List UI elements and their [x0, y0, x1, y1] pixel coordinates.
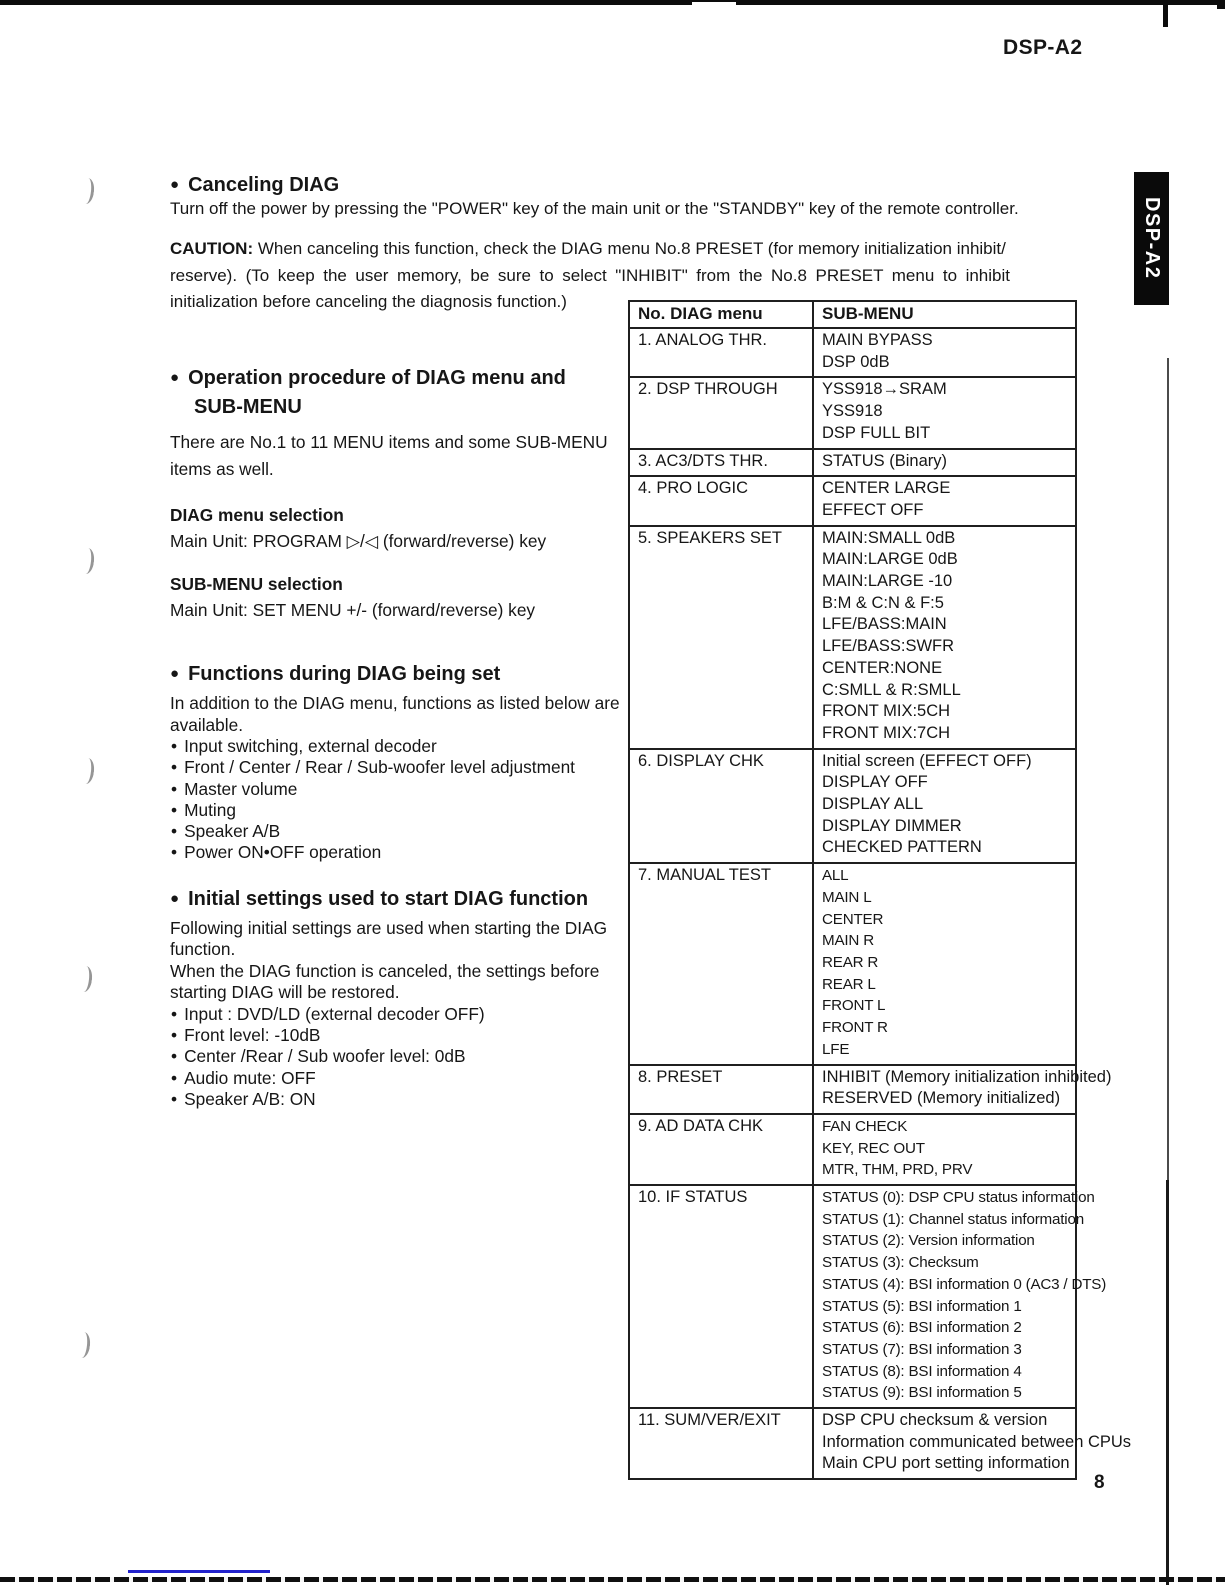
table-row [629, 377, 1076, 448]
scan-top-edge-notch [692, 2, 736, 5]
sub-menu-cell [813, 526, 1076, 749]
section-title: ● Initial settings used to start DIAG function [170, 887, 589, 910]
sub-menu-cell [813, 1065, 1112, 1114]
sub-menu-line: C:SMLL & R:SMLL [822, 680, 961, 699]
table-row [629, 476, 1076, 525]
left-column [170, 363, 628, 1110]
functions-list [170, 736, 628, 864]
section-marker-icon: ● [170, 665, 180, 682]
list-item: • Power ON•OFF operation [170, 842, 628, 863]
sub-menu-line: REAR R [822, 953, 879, 971]
table-header-row [629, 301, 1076, 328]
diag-menu-cell: 9. AD DATA CHK [629, 1114, 813, 1185]
diag-menu-selection-heading: DIAG menu selection [170, 505, 344, 525]
side-tab [1134, 172, 1169, 305]
sub-menu-line: DSP CPU checksum & version [822, 1411, 1048, 1430]
sub-menu-line: STATUS (Binary) [822, 451, 947, 470]
diag-menu-cell: 7. MANUAL TEST [629, 863, 813, 1064]
sub-menu-line: STATUS (2): Version information [822, 1232, 1035, 1250]
sub-menu-line: MTR, THM, PRD, PRV [822, 1161, 973, 1179]
diag-menu-selection-body: Main Unit: PROGRAM ▷/◁ (forward/reverse) key [170, 531, 547, 551]
scan-margin-mark [79, 177, 96, 204]
paragraph: There are No.1 to 11 MENU items and some SUB-MENU items as well. [170, 432, 608, 479]
sub-menu-line: STATUS (5): BSI information 1 [822, 1297, 1022, 1315]
section-initial-settings [170, 884, 628, 1110]
sub-menu-line: DSP 0dB [822, 352, 890, 371]
list-item: • Master volume [170, 779, 628, 800]
side-tab-label: DSP-A2 [1141, 197, 1163, 280]
scan-margin-mark [79, 547, 96, 574]
diag-menu-cell: 11. SUM/VER/EXIT [629, 1408, 813, 1479]
table-row [629, 449, 1076, 477]
table-row [629, 526, 1076, 749]
table-row [629, 749, 1076, 864]
sub-menu-line: CENTER:NONE [822, 658, 943, 677]
sub-menu-line: MAIN:LARGE 0dB [822, 550, 958, 569]
sub-menu-line: Information communicated between CPUs [822, 1432, 1132, 1451]
sub-menu-line: FAN CHECK [822, 1117, 908, 1135]
sub-menu-line: STATUS (9): BSI information 5 [822, 1384, 1022, 1402]
sub-menu-line: B:M & C:N & F:5 [822, 593, 944, 612]
sub-menu-line: CHECKED PATTERN [822, 838, 982, 857]
sub-menu-line: Main CPU port setting information [822, 1454, 1070, 1473]
column-header-no-diag-menu: No. DIAG menu [629, 301, 813, 328]
caution-line: initialization before canceling the diagnosis function.) [170, 292, 567, 311]
diag-menu-cell: 3. AC3/DTS THR. [629, 449, 813, 477]
list-item: • Front / Center / Rear / Sub-woofer level adjustment [170, 757, 628, 778]
section-canceling-diag [170, 170, 339, 200]
page-number: 8 [1094, 1472, 1105, 1493]
sub-menu-line: STATUS (6): BSI information 2 [822, 1319, 1022, 1337]
caution-line: reserve). (To keep the user memory, be sure to select "INHIBIT" from the No.8 PRESET menu to inhibit [170, 265, 1010, 285]
sub-menu-line: CENTER [822, 910, 884, 928]
sub-menu-line: KEY, REC OUT [822, 1139, 925, 1157]
table-row [629, 1065, 1076, 1114]
paragraph: Following initial settings are used when starting the DIAG function. [170, 917, 608, 960]
sub-menu-cell [813, 1408, 1132, 1479]
diag-menu-cell: 1. ANALOG THR. [629, 328, 813, 377]
diag-menu-cell: 8. PRESET [629, 1065, 813, 1114]
column-header-sub-menu: SUB-MENU [813, 301, 1076, 328]
scan-margin-mark [79, 757, 96, 784]
sub-menu-line: FRONT MIX:7CH [822, 723, 951, 742]
scan-corner-line [1163, 0, 1168, 27]
scan-bottom-edge [0, 1577, 1225, 1582]
sub-menu-line: STATUS (4): BSI information 0 (AC3 / DTS) [822, 1275, 1107, 1293]
list-item: • Muting [170, 800, 628, 821]
sub-menu-line: YSS918→SRAM [822, 380, 947, 399]
section-marker-icon: ● [170, 176, 180, 193]
sub-menu-line: STATUS (1): Channel status information [822, 1210, 1084, 1228]
section-title: ● Canceling DIAG [170, 174, 340, 196]
section-operation-procedure [170, 363, 628, 621]
sub-menu-line: MAIN L [822, 888, 872, 906]
scan-top-edge [0, 0, 1225, 5]
sub-menu-line: DISPLAY DIMMER [822, 816, 962, 835]
sub-menu-line: FRONT R [822, 1019, 888, 1037]
sub-menu-line: FRONT MIX:5CH [822, 702, 951, 721]
sub-menu-cell [813, 476, 1076, 525]
list-item: • Speaker A/B: ON [170, 1089, 628, 1110]
sub-menu-line: ALL [822, 867, 849, 885]
sub-menu-line: REAR L [822, 975, 876, 993]
section-marker-icon: ● [170, 369, 180, 386]
sub-menu-line: DISPLAY ALL [822, 795, 924, 814]
section-marker-icon: ● [170, 889, 180, 907]
table-row [629, 1114, 1076, 1185]
sub-menu-line: STATUS (7): BSI information 3 [822, 1340, 1022, 1358]
section-title: ● Operation procedure of DIAG menu and SUB-MENU [170, 367, 566, 418]
sub-menu-cell [813, 449, 1076, 477]
submenu-selection-heading: SUB-MENU selection [170, 574, 343, 594]
list-item: • Speaker A/B [170, 821, 628, 842]
paragraph: In addition to the DIAG menu, functions as listed below are available. [170, 693, 620, 735]
scan-corner-bit [1217, 0, 1225, 9]
sub-menu-line: DSP FULL BIT [822, 423, 931, 442]
sub-menu-line: Initial screen (EFFECT OFF) [822, 751, 1032, 770]
sub-menu-line: FRONT L [822, 997, 886, 1015]
list-item: • Input : DVD/LD (external decoder OFF) [170, 1004, 628, 1025]
section-functions-during-diag [170, 659, 628, 864]
diag-menu-cell: 10. IF STATUS [629, 1185, 813, 1408]
sub-menu-line: DISPLAY OFF [822, 773, 928, 792]
sub-menu-cell [813, 1185, 1107, 1408]
scan-margin-mark [77, 965, 94, 992]
scan-margin-mark [75, 1331, 92, 1358]
caution-line: CAUTION: When canceling this function, check the DIAG menu No.8 PRESET (for memory initialization inhibit/ [170, 239, 1006, 258]
paragraph: When the DIAG function is canceled, the settings before starting DIAG will be restored. [170, 960, 600, 1003]
sub-menu-line: STATUS (0): DSP CPU status information [822, 1189, 1095, 1207]
sub-menu-line: STATUS (8): BSI information 4 [822, 1362, 1022, 1380]
list-item: • Front level: -10dB [170, 1025, 628, 1046]
list-item: • Audio mute: OFF [170, 1068, 628, 1089]
footer-blue-line [128, 1570, 270, 1573]
sub-menu-cell [813, 1114, 1076, 1185]
sub-menu-line: INHIBIT (Memory initialization inhibited) [822, 1067, 1112, 1086]
sub-menu-line: MAIN:LARGE -10 [822, 572, 953, 591]
canceling-paragraph: Turn off the power by pressing the "POWER" key of the main unit or the "STANDBY" key of the remote controller. [170, 199, 1019, 218]
model-header: DSP-A2 [1003, 36, 1083, 59]
sub-menu-line: CENTER LARGE [822, 479, 951, 498]
sub-menu-line: LFE/BASS:SWFR [822, 637, 955, 656]
sub-menu-line: MAIN BYPASS [822, 331, 933, 349]
table-row [629, 863, 1076, 1064]
sub-menu-line: EFFECT OFF [822, 500, 924, 519]
diag-menu-cell: 2. DSP THROUGH [629, 377, 813, 448]
submenu-selection-body: Main Unit: SET MENU +/- (forward/reverse) key [170, 600, 536, 620]
sub-menu-line: RESERVED (Memory initialized) [822, 1089, 1061, 1108]
list-item: • Input switching, external decoder [170, 736, 628, 757]
sub-menu-line: LFE [822, 1040, 850, 1058]
table-row [629, 1185, 1076, 1408]
caution-label: CAUTION: [170, 239, 254, 258]
section-title: ● Functions during DIAG being set [170, 663, 501, 685]
sub-menu-cell [813, 328, 1076, 377]
initial-settings-list [170, 1004, 628, 1110]
diag-menu-cell: 6. DISPLAY CHK [629, 749, 813, 864]
table-row [629, 328, 1076, 377]
table-row [629, 1408, 1076, 1479]
sub-menu-line: MAIN R [822, 932, 874, 950]
sub-menu-line: LFE/BASS:MAIN [822, 615, 947, 634]
sub-menu-line: STATUS (3): Checksum [822, 1254, 979, 1272]
sub-menu-cell [813, 377, 1076, 448]
sub-menu-cell [813, 863, 1076, 1064]
diag-menu-cell: 5. SPEAKERS SET [629, 526, 813, 749]
sub-menu-cell [813, 749, 1076, 864]
diag-menu-cell: 4. PRO LOGIC [629, 476, 813, 525]
scan-right-edge-line-dark [1166, 1180, 1169, 1585]
sub-menu-line: MAIN:SMALL 0dB [822, 528, 956, 547]
sub-menu-line: YSS918 [822, 402, 883, 421]
list-item: • Center /Rear / Sub woofer level: 0dB [170, 1046, 628, 1067]
diag-submenu-table [628, 300, 1132, 1480]
